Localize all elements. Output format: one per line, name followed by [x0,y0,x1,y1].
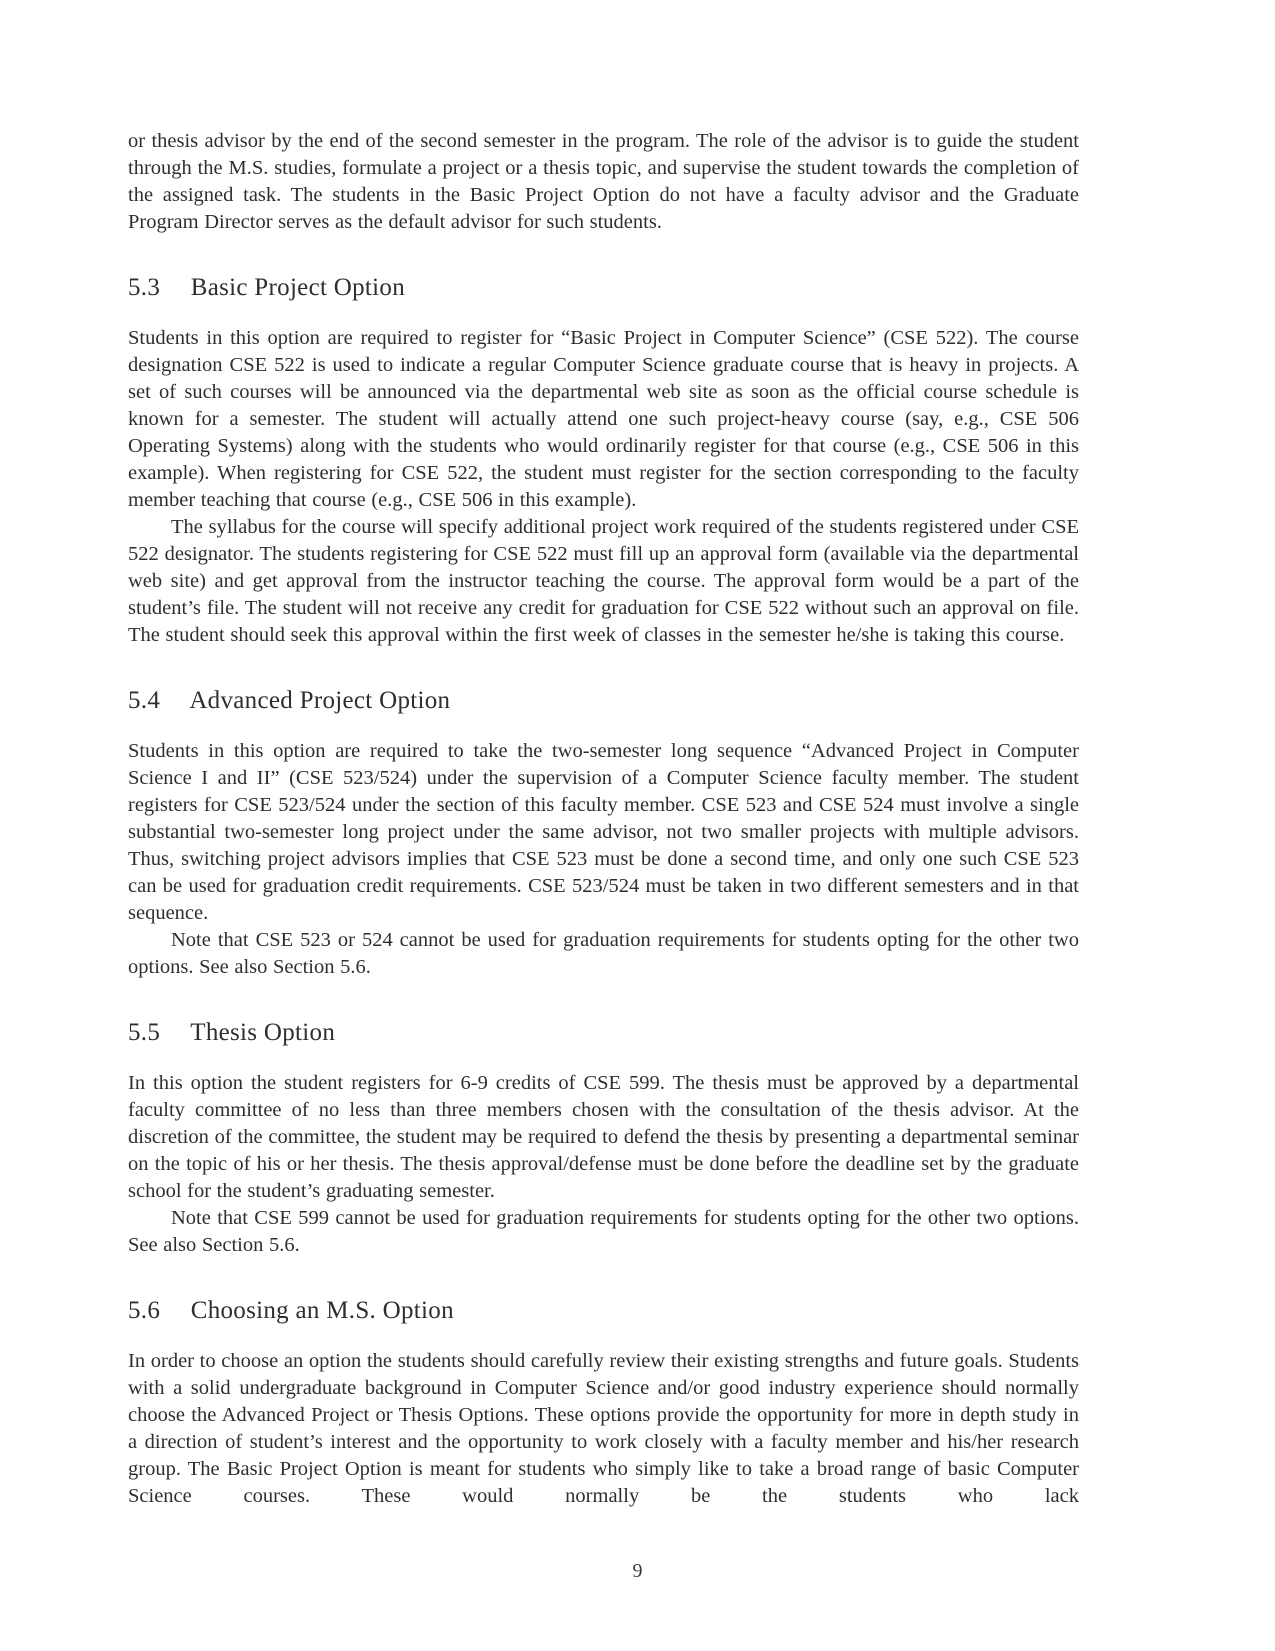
paragraph: Students in this option are required to register for “Basic Project in Computer Science” (CSE 522). The course designation CSE 522 is used to indicate a regular Computer Science graduate course that is heavy in projects. A set of such courses will be announced via the departmental web site as soon as the official course schedule is known for a semester. The student will actually attend one such project-heavy course (say, e.g., CSE 506 Operating Systems) along with the students who would ordinarily register for that course (e.g., CSE 506 in this example). When registering for CSE 522, the student must register for the section corresponding to the faculty member teaching that course (e.g., CSE 506 in this example). [128,327,1079,511]
paragraph: Students in this option are required to take the two-semester long sequence “Advanced Project in Computer Science I and II” (CSE 523/524) under the supervision of a Computer Science faculty member. The student registers for CSE 523/524 under the section of this faculty member. CSE 523 and CSE 524 must involve a single substantial two-semester long project under the same advisor, not two smaller projects with multiple advisors. Thus, switching project advisors implies that CSE 523 must be done a second time, and only one such CSE 523 can be used for graduation credit requirements. CSE 523/524 must be taken in two different semesters and in that sequence. [128,740,1079,924]
paragraph: In this option the student registers for 6-9 credits of CSE 599. The thesis must be approved by a departmental faculty committee of no less than three members chosen with the consultation of the thesis advisor. At the discretion of the committee, the student may be required to defend the thesis by presenting a departmental seminar on the topic of his or her thesis. The thesis approval/defense must be done before the deadline set by the graduate school for the student’s graduating semester. [128,1072,1079,1202]
section-number: 5.3 [128,274,161,301]
section-title: Choosing an M.S. Option [190,1297,454,1324]
section-heading-choosing-ms-option [128,1295,1079,1327]
page-content [128,128,1079,1510]
paragraph: The syllabus for the course will specify additional project work required of the students registered under CSE 522 designator. The students registering for CSE 522 must fill up an approval form (available via the departmental web site) and get approval from the instructor teaching the course. The approval form would be a part of the student’s file. The student will not receive any credit for graduation for CSE 522 without such an approval on file. The student should seek this approval within the first week of classes in the semester he/she is taking this course. [128,516,1079,646]
section-number: 5.5 [128,1019,161,1046]
section-title: Advanced Project Option [189,687,451,714]
section-number: 5.6 [128,1297,161,1324]
page-number: 9 [632,1560,643,1582]
paragraph: Note that CSE 523 or 524 cannot be used for graduation requirements for students opting for the other two options. See also Section 5.6. [128,929,1079,978]
section-number: 5.4 [128,687,161,714]
paragraph: Note that CSE 599 cannot be used for graduation requirements for students opting for the other two options. See also Section 5.6. [128,1207,1079,1256]
section-title: Basic Project Option [190,274,406,301]
continuation-paragraph: or thesis advisor by the end of the second semester in the program. The role of the advisor is to guide the student through the M.S. studies, formulate a project or a thesis topic, and supervise the student towards the completion of the assigned task. The students in the Basic Project Option do not have a faculty advisor and the Graduate Program Director serves as the default advisor for such students. [128,130,1079,233]
section-heading-basic-project-option [128,272,1079,304]
paragraph: In order to choose an option the students should carefully review their existing strengths and future goals. Students with a solid undergraduate background in Computer Science and/or good industry experience should normally choose the Advanced Project or Thesis Options. These options provide the opportunity for more in depth study in a direction of student’s interest and the opportunity to work closely with a faculty member and his/her research group. The Basic Project Option is meant for students who simply like to take a broad range of basic Computer Science courses. These would normally be the students who lack [128,1350,1079,1507]
section-heading-thesis-option [128,1017,1079,1049]
section-heading-advanced-project-option [128,685,1079,717]
section-title: Thesis Option [190,1019,336,1046]
